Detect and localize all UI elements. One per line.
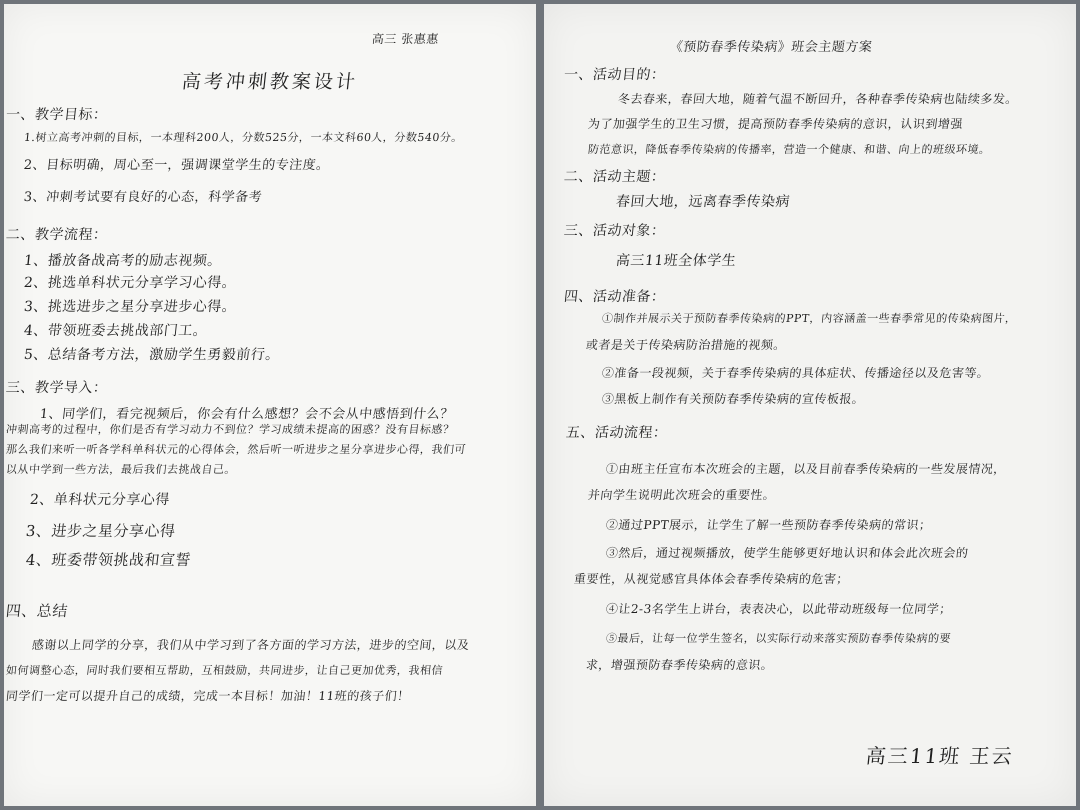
text-line: 1、同学们，看完视频后，你会有什么感想？会不会从中感悟到什么？ bbox=[39, 407, 455, 422]
list-item: 4、带领班委去挑战部门工。 bbox=[23, 323, 209, 339]
text-line: 防范意识，降低春季传染病的传播率，营造一个健康、和谐、向上的班级环境。 bbox=[587, 143, 992, 156]
section-heading: 二、活动主题： bbox=[563, 169, 667, 185]
text-line: 冬去春来，春回大地，随着气温不断回升，各种春季传染病也陆续多发。 bbox=[617, 92, 1019, 106]
list-item: 4、班委带领挑战和宣誓 bbox=[25, 551, 192, 569]
text-line: 并向学生说明此次班会的重要性。 bbox=[587, 488, 777, 502]
list-item: 3、挑选进步之星分享进步心得。 bbox=[23, 299, 238, 315]
text-line: 以从中学到一些方法，最后我们去挑战自己。 bbox=[5, 463, 237, 476]
text-line: 那么我们来听一听各学科单科状元的心得体会，然后听一听进步之星分享进步心得，我们可 bbox=[5, 443, 467, 456]
page-title: 高考冲刺教案设计 bbox=[180, 71, 360, 93]
text-line: ②准备一段视频，关于春季传染病的具体症状、传播途径以及危害等。 bbox=[601, 366, 991, 380]
text-line: 感谢以上同学的分享，我们从中学习到了各方面的学习方法，进步的空间，以及 bbox=[31, 638, 471, 652]
right-document-page bbox=[544, 4, 1076, 806]
text-line: 同学们一定可以提升自己的成绩，完成一本目标！加油！11班的孩子们！ bbox=[5, 689, 411, 703]
left-document-page bbox=[4, 4, 536, 806]
list-item: 3、进步之星分享心得 bbox=[25, 522, 177, 540]
text-line: 1.树立高考冲刺的目标，一本理科200人，分数525分，一本文科60人，分数540分。 bbox=[23, 131, 464, 144]
section-heading: 五、活动流程： bbox=[565, 425, 669, 441]
section-heading: 一、活动目的： bbox=[563, 67, 667, 83]
text-line: ③然后，通过视频播放，使学生能够更好地认识和体会此次班会的 bbox=[605, 546, 970, 560]
list-item: 2、挑选单科状元分享学习心得。 bbox=[23, 275, 238, 291]
text-line: ③黑板上制作有关预防春季传染病的宣传板报。 bbox=[601, 392, 866, 406]
section-heading: 三、教学导入： bbox=[5, 380, 109, 396]
text-line: 3、冲刺考试要有良好的心态，科学备考 bbox=[23, 190, 263, 205]
section-heading: 二、教学流程： bbox=[5, 227, 109, 243]
signature: 高三11班 王云 bbox=[864, 744, 1015, 768]
text-line: 为了加强学生的卫生习惯，提高预防春季传染病的意识，认识到增强 bbox=[587, 117, 964, 131]
text-line: 求，增强预防春季传染病的意识。 bbox=[585, 658, 775, 672]
text-line: 如何调整心态，同时我们要相互帮助，互相鼓励，共同进步，让自己更加优秀，我相信 bbox=[5, 664, 444, 677]
section-heading: 一、教学目标： bbox=[5, 107, 109, 123]
text-line: ①由班主任宣布本次班会的主题，以及目前春季传染病的一些发展情况， bbox=[605, 462, 1007, 476]
text-line: ①制作并展示关于预防春季传染病的PPT，内容涵盖一些春季常见的传染病图片， bbox=[601, 312, 1018, 325]
list-item: 5、总结备考方法，激励学生勇毅前行。 bbox=[23, 347, 281, 363]
text-line: 重要性，从视觉感官具体体会春季传染病的危害； bbox=[573, 572, 850, 586]
text-line: ④让2-3名学生上讲台，表表决心，以此带动班级每一位同学； bbox=[605, 602, 953, 616]
text-line: 冲刺高考的过程中，你们是否有学习动力不到位？学习成绩未提高的困惑？没有目标感？ bbox=[5, 423, 456, 436]
text-line: 或者是关于传染病防治措施的视频。 bbox=[585, 338, 787, 352]
text-line: ②通过PPT展示，让学生了解一些预防春季传染病的常识； bbox=[605, 518, 933, 532]
section-heading: 四、总结 bbox=[5, 602, 69, 620]
section-heading: 三、活动对象： bbox=[563, 223, 667, 239]
section-heading: 四、活动准备： bbox=[563, 289, 667, 305]
author-line: 高三 张惠惠 bbox=[371, 32, 440, 46]
text-line: 2、目标明确，周心至一，强调课堂学生的专注度。 bbox=[23, 158, 331, 173]
list-item: 1、播放备战高考的励志视频。 bbox=[23, 253, 223, 269]
text-line: 春回大地，远离春季传染病 bbox=[615, 194, 791, 210]
list-item: 2、单科状元分享心得 bbox=[29, 492, 171, 508]
page-title: 《预防春季传染病》班会主题方案 bbox=[669, 40, 874, 55]
text-line: 高三11班全体学生 bbox=[615, 253, 738, 269]
text-line: ⑤最后，让每一位学生签名，以实际行动来落实预防春季传染病的要 bbox=[605, 632, 952, 645]
